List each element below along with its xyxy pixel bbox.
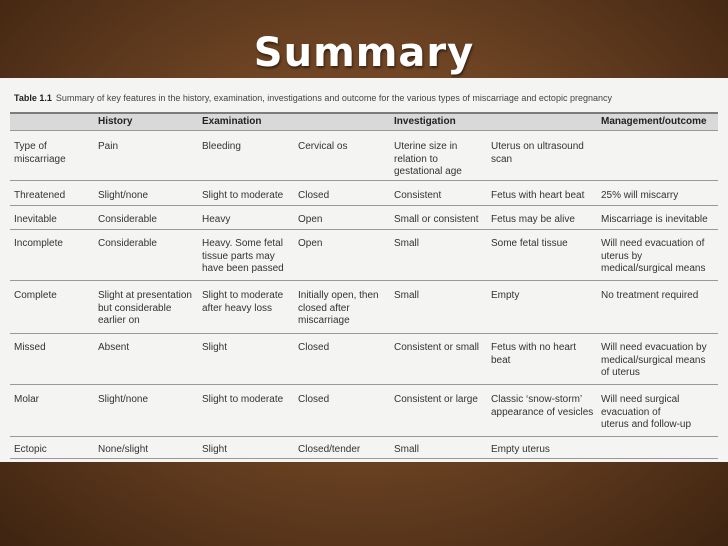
table-cell-cervical-os: Closed/tender	[298, 444, 361, 455]
table-cell-management: Will need surgical evacuation of uterus and follow-up	[601, 394, 692, 430]
header-rule	[10, 130, 718, 131]
table-cell-management: Will need evacuation of uterus by medical/surgical means	[601, 238, 706, 274]
table-cell-examination: Slight to moderate	[202, 394, 284, 405]
table-cell-type: Complete	[14, 290, 57, 301]
table-cell-cervical-os: Open	[298, 238, 323, 249]
table-cell-type: Missed	[14, 342, 46, 353]
row-rule	[10, 436, 718, 437]
row-rule	[10, 229, 718, 230]
column-subheader-investigation: Uterine size in relation to gestational age	[394, 141, 462, 177]
table-cell-type: Ectopic	[14, 444, 47, 455]
table-cell-history: Slight/none	[98, 394, 149, 405]
column-subheader-history: Pain	[98, 141, 119, 152]
table-cell-history: Slight/none	[98, 190, 149, 201]
table-cell-ultrasound: Fetus with heart beat	[491, 190, 585, 201]
column-header-history: History	[98, 116, 133, 127]
table-cell-examination: Slight	[202, 342, 228, 353]
row-rule	[10, 333, 718, 334]
table-cell-ultrasound: Fetus with no heart beat	[491, 342, 577, 366]
table-cell-ultrasound: Empty uterus	[491, 444, 550, 455]
table-panel	[0, 78, 728, 462]
table-cell-investigation: Small	[394, 444, 420, 455]
table-cell-history: Considerable	[98, 238, 157, 249]
table-cell-cervical-os: Open	[298, 214, 323, 225]
column-subheader-type: Type of miscarriage	[14, 141, 66, 165]
table-cell-history: Slight at presentation but considerable earlier on	[98, 290, 192, 326]
slide-title: Summary	[253, 30, 475, 76]
table-cell-cervical-os: Initially open, then closed after miscarriage	[298, 290, 379, 326]
table-caption	[14, 93, 612, 103]
column-subheader-cervical-os: Cervical os	[298, 141, 348, 152]
table-caption-label: Table 1.1	[14, 93, 52, 103]
table-top-rule	[10, 112, 718, 114]
row-rule	[10, 384, 718, 385]
table-cell-history: Absent	[98, 342, 130, 353]
table-cell-investigation: Small or consistent	[394, 214, 479, 225]
table-caption-text: Summary of key features in the history, examination, investigations and outcome for the various types of miscarriage and ectopic pregnancy	[55, 93, 612, 103]
table-cell-management: 25% will miscarry	[601, 190, 679, 201]
table-cell-management: Miscarriage is inevitable	[601, 214, 708, 225]
table-cell-investigation: Small	[394, 290, 420, 301]
table-cell-cervical-os: Closed	[298, 342, 330, 353]
table-cell-type: Threatened	[14, 190, 66, 201]
table-cell-ultrasound: Some fetal tissue	[491, 238, 568, 249]
table-cell-examination: Heavy. Some fetal tissue parts may have been passed	[202, 238, 284, 274]
table-cell-ultrasound: Empty	[491, 290, 520, 301]
table-cell-type: Incomplete	[14, 238, 63, 249]
table-cell-management: Will need evacuation by medical/surgical means of uterus	[601, 342, 707, 378]
table-cell-cervical-os: Closed	[298, 190, 330, 201]
table-cell-examination: Slight to moderate	[202, 190, 284, 201]
table-cell-investigation: Consistent or small	[394, 342, 480, 353]
table-cell-investigation: Consistent	[394, 190, 442, 201]
table-cell-investigation: Consistent or large	[394, 394, 478, 405]
column-header-investigation: Investigation	[394, 116, 456, 127]
column-header-management: Management/outcome	[601, 116, 707, 127]
table-cell-investigation: Small	[394, 238, 420, 249]
table-cell-cervical-os: Closed	[298, 394, 330, 405]
table-cell-history: Considerable	[98, 214, 157, 225]
table-cell-examination: Heavy	[202, 214, 231, 225]
table-cell-type: Molar	[14, 394, 40, 405]
subheader-rule	[10, 180, 718, 181]
row-rule	[10, 280, 718, 281]
column-header-examination: Examination	[202, 116, 262, 127]
row-rule	[10, 205, 718, 206]
table-cell-examination: Slight	[202, 444, 228, 455]
table-cell-ultrasound: Fetus may be alive	[491, 214, 575, 225]
column-subheader-ultrasound: Uterus on ultrasound scan	[491, 141, 584, 165]
table-cell-management: No treatment required	[601, 290, 699, 301]
table-cell-examination: Slight to moderate after heavy loss	[202, 290, 284, 314]
table-cell-ultrasound: Classic ‘snow-storm’ appearance of vesicles	[491, 394, 594, 418]
column-subheader-examination: Bleeding	[202, 141, 241, 152]
table-cell-history: None/slight	[98, 444, 149, 455]
table-bottom-rule	[10, 458, 718, 459]
table-cell-type: Inevitable	[14, 214, 57, 225]
